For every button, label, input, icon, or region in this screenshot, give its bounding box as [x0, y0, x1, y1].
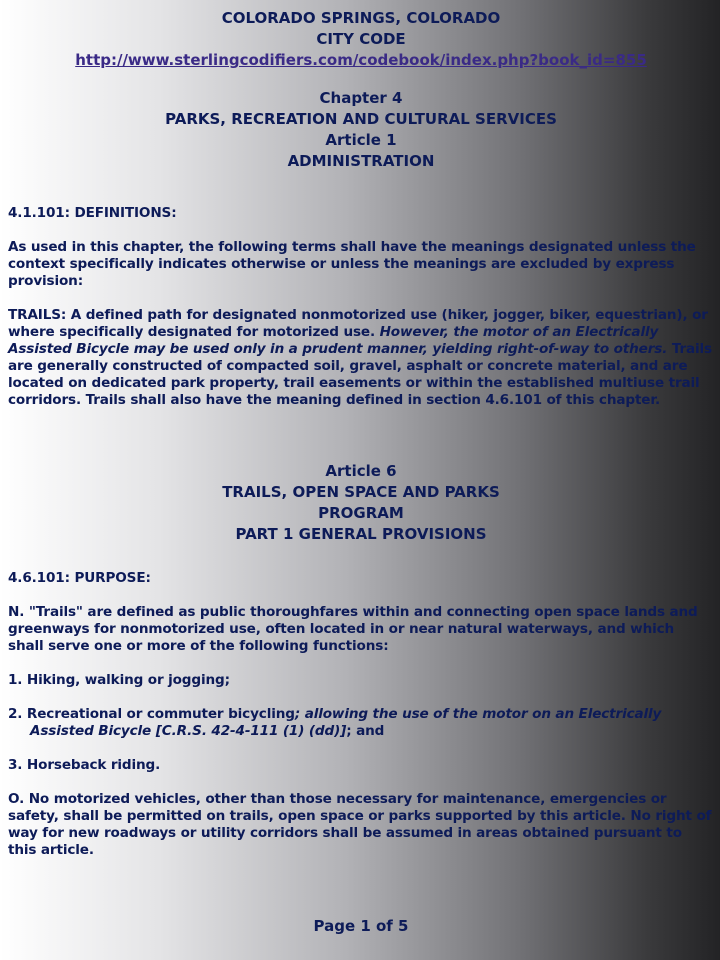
list-item-1: 1. Hiking, walking or jogging; [8, 672, 230, 688]
paragraph-n: N. "Trails" are defined as public thoroughfares within and connecting open space lands and greenways for nonmotorized use, often located in or near natural waterways, and which shall serve one or more of the following functions: [8, 604, 698, 654]
chapter-label: Chapter 4 [319, 89, 403, 107]
item2-text-a: 2. Recreational or commuter bicycling [8, 706, 295, 722]
document-header [8, 8, 714, 172]
trails-text-italic: However, the motor of an Electrically Assisted Bicycle may be used only in a prudent manner, yielding right-of-way to others. [8, 324, 668, 357]
trails-text-b: Trails are generally constructed of compacted soil, gravel, asphalt or concrete material, and are located on dedicated park property, trail easements or within the established multiuse trail corridors. Trails shall also have the meaning defined in section 4.6.101 of this chapter. [8, 341, 712, 408]
chapter-title: PARKS, RECREATION AND CULTURAL SERVICES [165, 110, 557, 128]
item2-text-italic: ; allowing the use of the motor on an Electrically Assisted Bicycle [C.R.S. 42-4-111 (1) (dd)] [30, 706, 662, 739]
list-item-2 [8, 706, 714, 740]
definitions-intro: As used in this chapter, the following terms shall have the meanings designated unless the context specifically indicates otherwise or unless the meanings are excluded by express provision: [8, 239, 696, 289]
source-link[interactable]: http://www.sterlingcodifiers.com/codebook/index.php?book_id=855 [75, 51, 647, 69]
article6-header [8, 461, 714, 545]
article6-title-1: TRAILS, OPEN SPACE AND PARKS [222, 483, 500, 501]
definitions-section [8, 205, 714, 409]
article-label: Article 1 [325, 131, 397, 149]
trails-definition [8, 307, 714, 409]
section-heading: 4.6.101: PURPOSE: [8, 570, 151, 586]
article-title: ADMINISTRATION [287, 152, 435, 170]
header-code: CITY CODE [316, 30, 406, 48]
page-footer [8, 916, 714, 937]
section-heading: 4.1.101: DEFINITIONS: [8, 205, 177, 221]
article6-title-2: PROGRAM [318, 504, 404, 522]
item2-text-b: ; and [346, 723, 385, 739]
purpose-section [8, 570, 714, 859]
header-city: COLORADO SPRINGS, COLORADO [221, 9, 501, 27]
article6-label: Article 6 [325, 462, 397, 480]
page-number: Page 1 of 5 [313, 917, 409, 935]
list-item-3: 3. Horseback riding. [8, 757, 161, 773]
paragraph-o: O. No motorized vehicles, other than those necessary for maintenance, emergencies or safety, shall be permitted on trails, open space or parks supported by this article. No right of way for new roadways or utility corridors shall be assumed in areas obtained pursuant to this article. [8, 791, 712, 858]
part-title: PART 1 GENERAL PROVISIONS [235, 525, 487, 543]
trails-text-a: TRAILS: A defined path for designated nonmotorized use (hiker, jogger, biker, equestrian), or where specifically designated for motorized use. [8, 307, 708, 340]
